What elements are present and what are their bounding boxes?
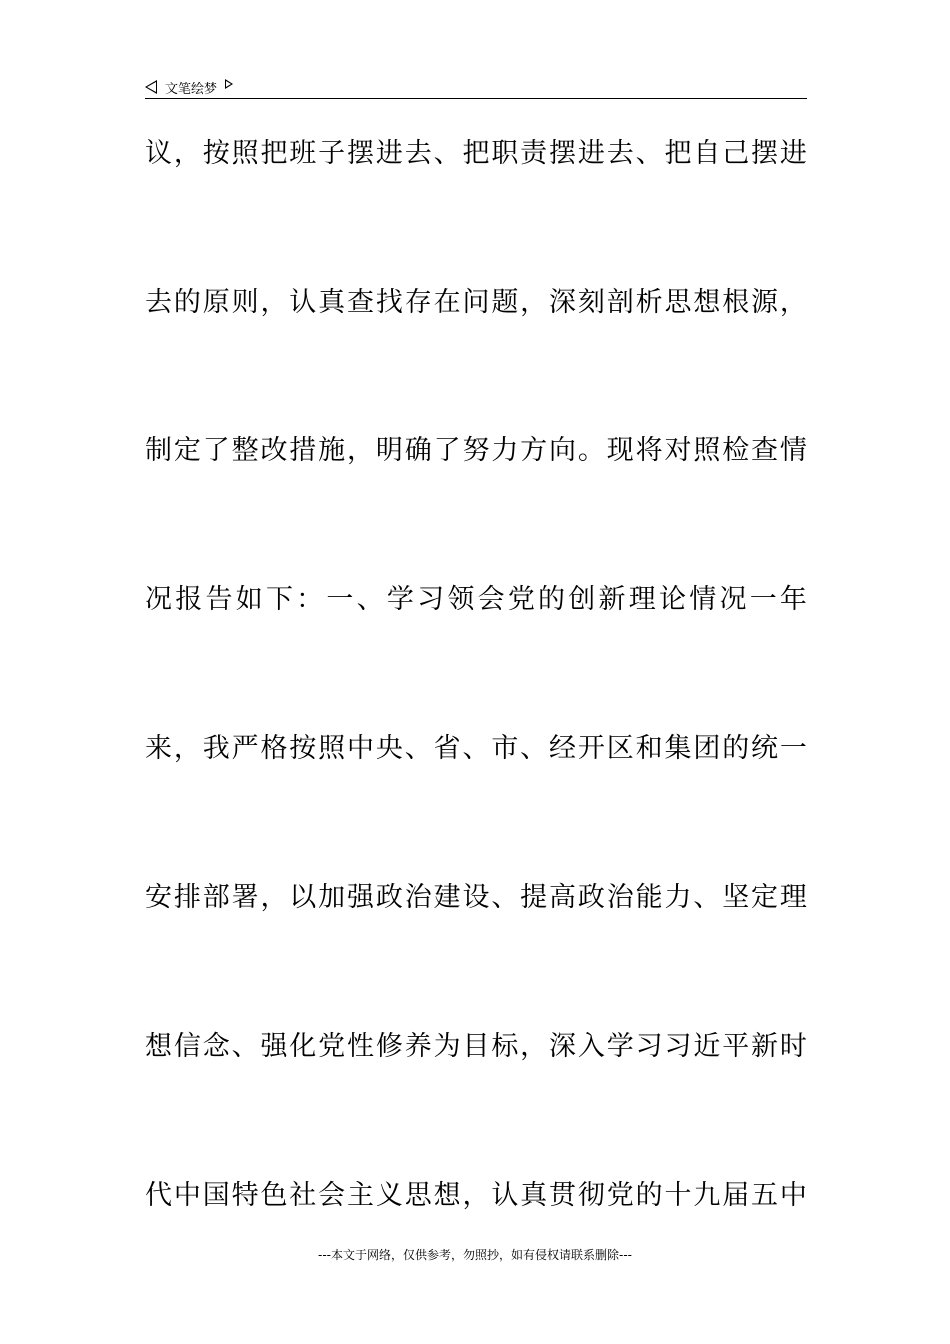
body-line: 议 ， 按 照 把 班 子 摆 进 去 、 把 职 责 摆 进 去 、 把 自 己 摆 进 <box>145 138 807 169</box>
header-brand: 文笔绘梦 <box>165 81 218 97</box>
body-line: 去 的 原 则 ， 认 真 查 找 存 在 问 题 ， 深 刻 剖 析 思 想 根 源 ， <box>145 287 807 318</box>
body-line: 安 排 部 署 ， 以 加 强 政 治 建 设 、 提 高 政 治 能 力 、 坚 定 理 <box>145 882 807 913</box>
footer-notice: ---本文于网络，仅供参考，勿照抄，如有侵权请联系删除--- <box>318 1248 632 1262</box>
page-header <box>145 76 807 98</box>
triangle-left-icon <box>145 80 157 94</box>
header-rule <box>145 98 807 99</box>
body-line: 来 ， 我 严 格 按 照 中 央 、 省 、 市 、 经 开 区 和 集 团 的 统 一 <box>145 733 807 764</box>
body-line: 想 信 念 、 强 化 党 性 修 养 为 目 标 ， 深 入 学 习 习 近 平 新 时 <box>145 1031 807 1062</box>
triangle-right-icon <box>225 79 233 89</box>
body-line: 制 定 了 整 改 措 施 ， 明 确 了 努 力 方 向 。 现 将 对 照 检 查 情 <box>145 435 807 466</box>
body-line: 代 中 国 特 色 社 会 主 义 思 想 ， 认 真 贯 彻 党 的 十 九 届 五 中 <box>145 1180 807 1211</box>
body-line: 况 报 告 如 下 ： 一 、 学 习 领 会 党 的 创 新 理 论 情 况 一 年 <box>145 584 807 615</box>
